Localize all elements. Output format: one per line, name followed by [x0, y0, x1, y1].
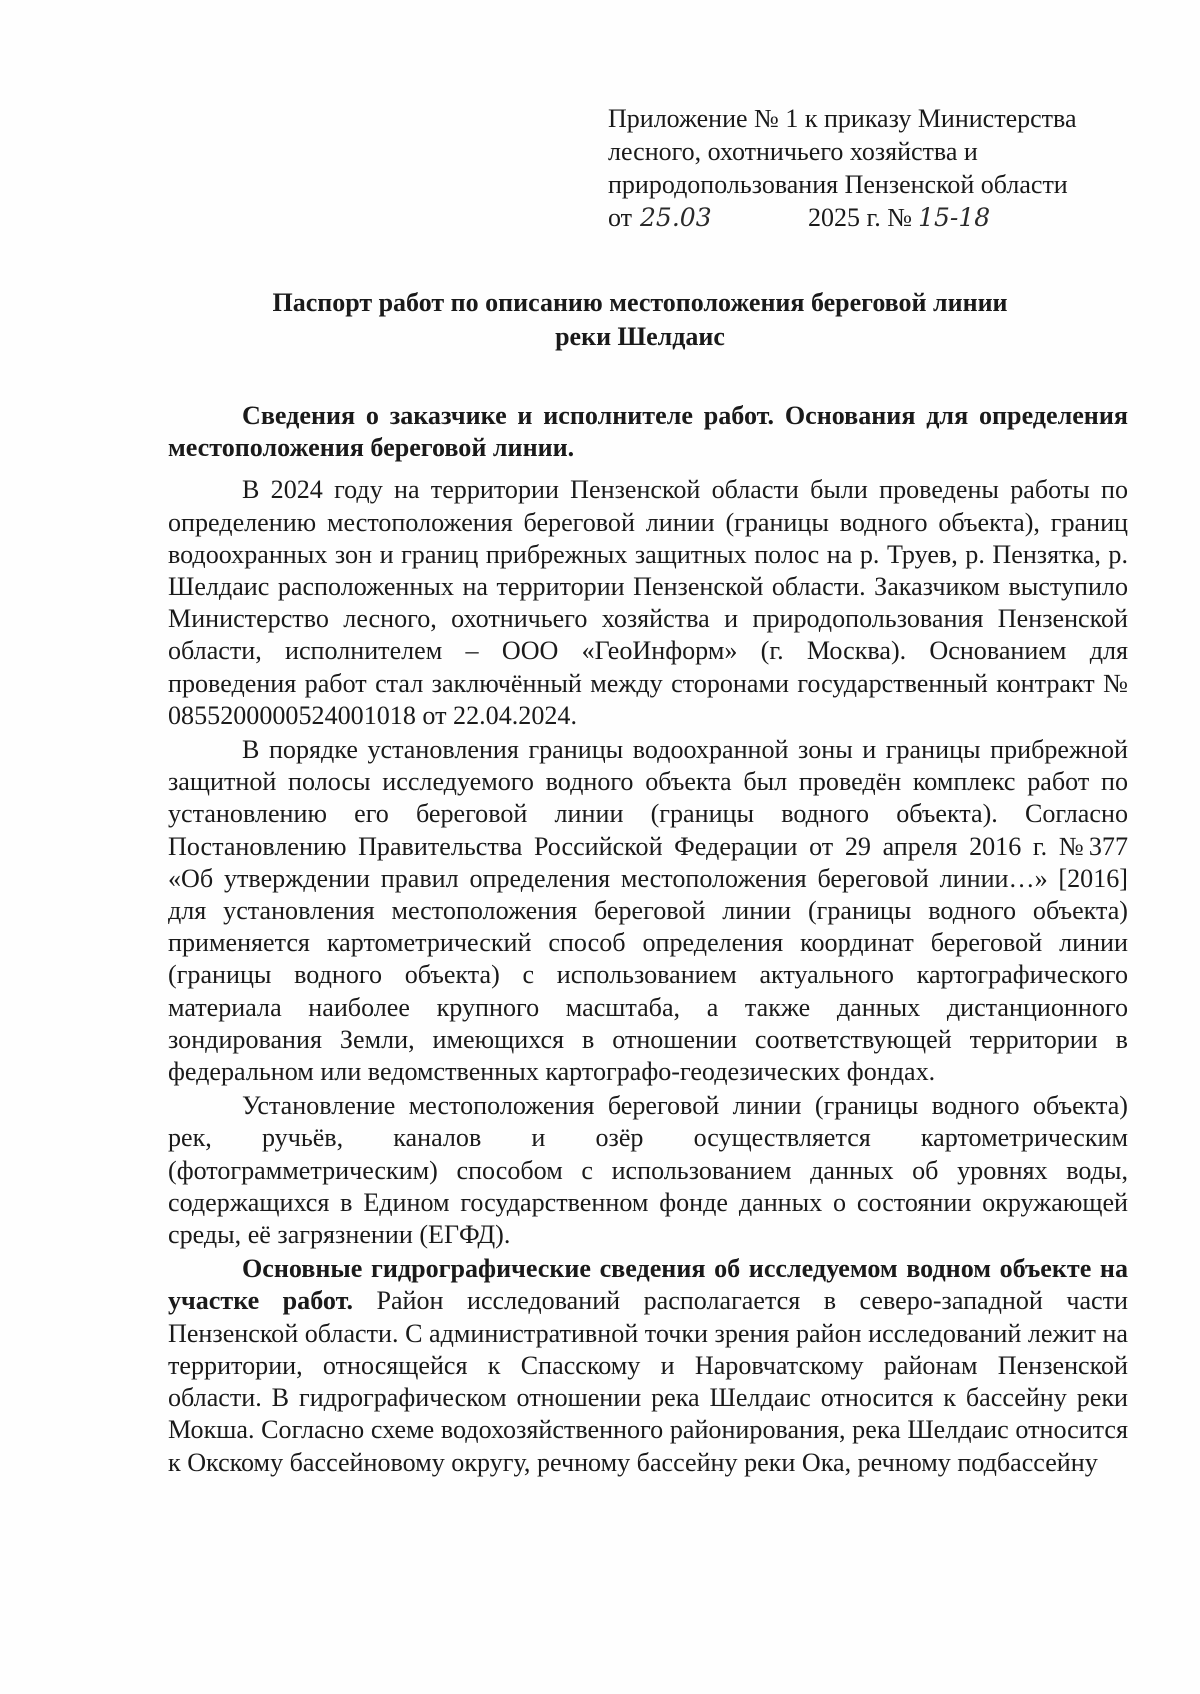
- section-2-paragraph: [168, 1253, 1128, 1478]
- appendix-header: [608, 102, 1168, 234]
- handwritten-order-number: 15-18: [918, 203, 991, 232]
- appendix-line-3: природопользования Пензенской области: [608, 170, 1068, 199]
- appendix-line-2: лесного, охотничьего хозяйства и: [608, 137, 978, 166]
- title-line-1: Паспорт работ по описанию местоположения береговой линии: [272, 288, 1008, 317]
- section-2-heading: Основные гидрографические сведения об исследуемом водном объекте на участке работ.: [168, 1254, 1128, 1316]
- year-label: 2025 г. №: [808, 203, 913, 232]
- section-heading: Сведения о заказчике и исполнителе работ. Основания для определения местоположения береговой линии.: [168, 401, 1128, 463]
- section-2-text: Район исследований располагается в северо-западной части Пензенской области. С административной точки зрения район исследований лежит на территории, относящейся к Спасскому и Наровчатскому районам Пензенской области. В гидрографическом отношении река Шелдаис относится к бассейну реки Мокша. Согласно схеме водохозяйственного районирования, река Шелдаис относится к Окскому бассейновому округу, речному бассейну реки Ока, речному подбассейну: [168, 1286, 1128, 1477]
- handwritten-date: 25.03: [640, 203, 712, 232]
- section-1-heading: [168, 400, 1128, 464]
- title-line-2: реки Шелдаис: [555, 322, 725, 351]
- date-prefix: от: [608, 203, 633, 232]
- paragraph-2: В порядке установления границы водоохранной зоны и границы прибрежной защитной полосы исследуемого водного объекта был проведён комплекс работ по установлению его береговой линии (границы водного объекта). Согласно Постановлению Правительства Российской Федерации от 29 апреля 2016 г. №377 «Об утверждении правил определения местоположения береговой линии…» [2016] для установления местоположения береговой линии (границы водного объекта) применяется картометрический способ определения координат береговой линии (границы водного объекта) с использованием актуального картографического материала наиболее крупного масштаба, а также данных дистанционного зондирования Земли, имеющихся в отношении соответствующей территории в федеральном или ведомственных картографо-геодезических фондах.: [168, 735, 1128, 1087]
- document-title: [160, 286, 1120, 354]
- paragraph-1: В 2024 году на территории Пензенской области были проведены работы по определению местоположения береговой линии (границы водного объекта), границ водоохранных зон и границ прибрежных защитных полос на р. Труев, р. Пензятка, р. Шелдаис расположенных на территории Пензенской области. Заказчиком выступило Министерство лесного, охотничьего хозяйства и природопользования Пензенской области, исполнителем – ООО «ГеоИнформ» (г. Москва). Основанием для проведения работ стал заключённый между сторонами государственный контракт № 0855200000524001018 от 22.04.2024.: [168, 475, 1128, 730]
- document-body: [168, 400, 1128, 1479]
- appendix-date-line: [608, 201, 1168, 234]
- appendix-line-1: Приложение № 1 к приказу Министерства: [608, 104, 1077, 133]
- paragraph-3: Установление местоположения береговой линии (границы водного объекта) рек, ручьёв, каналов и озёр осуществляется картометрическим (фотограмметрическим) способом с использованием данных об уровнях воды, содержащихся в Едином государственном фонде данных о состоянии окружающей среды, её загрязнении (ЕГФД).: [168, 1091, 1128, 1250]
